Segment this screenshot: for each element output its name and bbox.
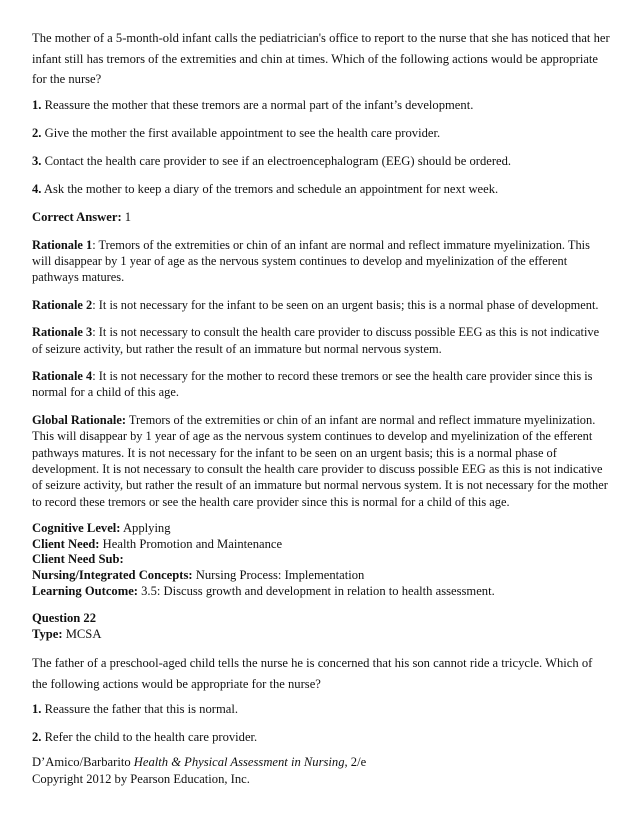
correct-answer-label: Correct Answer: <box>32 209 122 224</box>
question-type <box>32 626 610 642</box>
client-need-sub <box>32 552 610 568</box>
rationale-label: Rationale 1 <box>32 237 93 252</box>
question-22-header <box>32 610 610 642</box>
rationale-label: Rationale 2 <box>32 297 93 312</box>
type-value: MCSA <box>62 627 102 642</box>
rationale-4 <box>32 368 610 401</box>
answer-option-2 <box>32 729 610 746</box>
copyright: Copyright 2012 by Pearson Education, Inc. <box>32 772 250 786</box>
book-title: Health & Physical Assessment in Nursing <box>133 755 345 769</box>
option-number: 4. <box>32 181 42 196</box>
rationale-label: Rationale 3 <box>32 325 93 340</box>
option-text: Ask the mother to keep a diary of the tremors and schedule an appointment for next week. <box>41 181 499 196</box>
rationale-text: : It is not necessary to consult the health care provider to discuss possible EEG as this is not indicative of seizure activity, but rather the result of an immature but normal nervous system. <box>32 325 600 356</box>
book-citation <box>32 754 610 771</box>
rationale-3 <box>32 324 610 357</box>
meta-value: Nursing Process: Implementation <box>192 567 365 582</box>
global-rationale <box>32 412 610 510</box>
rationale-text: : It is not necessary for the infant to be seen on an urgent basis; this is a normal phase of development. <box>92 297 599 312</box>
option-text: Give the mother the first available appointment to see the health care provider. <box>41 125 441 140</box>
option-text: Refer the child to the health care provider. <box>41 730 258 745</box>
type-label: Type: <box>32 627 63 642</box>
correct-answer <box>32 209 610 226</box>
correct-answer-value: 1 <box>121 209 132 224</box>
question-heading <box>32 610 610 626</box>
answer-option-1 <box>32 701 610 718</box>
question-stem: The mother of a 5-month-old infant calls the pediatrician's office to report to the nurse that she has noticed that her infant still has tremors of the extremities and chin at times. Which of the following actions would be appropriate for the nurse? <box>32 31 610 86</box>
meta-label: Learning Outcome: <box>32 583 138 598</box>
page-footer <box>32 754 610 788</box>
global-rationale-text: Tremors of the extremities or chin of an infant are normal and reflect immature myelinization. This will disappear by 1 year of age as the nervous system continues to develop and myelinization of the efferent pathways matures. It is not necessary for the infant to be seen on an urgent basis; this is a normal phase of development. It is not necessary to consult the health care provider to discuss possible EEG as this is not indicative of seizure activity, but rather the result of an immature but normal nervous system. It is not necessary for the mother to record these tremors or see the health care provider since this is normal for a child of this age. <box>32 412 608 509</box>
answer-option-4 <box>32 181 610 198</box>
document-page <box>32 28 610 757</box>
meta-value: Applying <box>120 521 171 536</box>
question-number: Question 22 <box>32 611 97 626</box>
option-number: 3. <box>32 153 42 168</box>
rationale-2 <box>32 297 610 313</box>
option-number: 2. <box>32 730 42 745</box>
meta-label: Cognitive Level: <box>32 521 121 536</box>
meta-label: Client Need Sub: <box>32 552 124 567</box>
answer-option-1 <box>32 97 610 114</box>
edition: , 2/e <box>344 755 367 769</box>
meta-value: Health Promotion and Maintenance <box>99 536 283 551</box>
learning-outcome <box>32 584 610 600</box>
answer-option-3 <box>32 153 610 170</box>
client-need <box>32 537 610 553</box>
option-number: 2. <box>32 125 42 140</box>
meta-label: Client Need: <box>32 536 100 551</box>
rationale-label: Rationale 4 <box>32 368 93 383</box>
rationale-1 <box>32 237 610 286</box>
question-stem: The father of a preschool-aged child tells the nurse he is concerned that his son cannot ride a tricycle. Which of the following actions would be appropriate for the nurse? <box>32 656 593 691</box>
authors: D’Amico/Barbarito <box>32 755 134 769</box>
question-metadata <box>32 521 610 599</box>
meta-value: 3.5: Discuss growth and development in relation to health assessment. <box>137 583 495 598</box>
option-text: Contact the health care provider to see if an electroencephalogram (EEG) should be ordered. <box>41 153 512 168</box>
cognitive-level <box>32 521 610 537</box>
option-number: 1. <box>32 702 42 717</box>
rationale-text: : It is not necessary for the mother to record these tremors or see the health care provider since this is normal for a child of this age. <box>32 368 593 400</box>
option-text: Reassure the father that this is normal. <box>41 702 239 717</box>
nursing-concepts <box>32 568 610 584</box>
meta-label: Nursing/Integrated Concepts: <box>32 567 193 582</box>
option-number: 1. <box>32 97 42 112</box>
global-rationale-label: Global Rationale: <box>32 412 126 427</box>
rationale-text: : Tremors of the extremities or chin of an infant are normal and reflect immature myelinization. This will disappear by 1 year of age as the nervous system continues to develop and myelinization of the efferent pathways matures. <box>32 237 590 285</box>
option-text: Reassure the mother that these tremors are a normal part of the infant’s development. <box>41 97 474 112</box>
answer-option-2 <box>32 125 610 142</box>
